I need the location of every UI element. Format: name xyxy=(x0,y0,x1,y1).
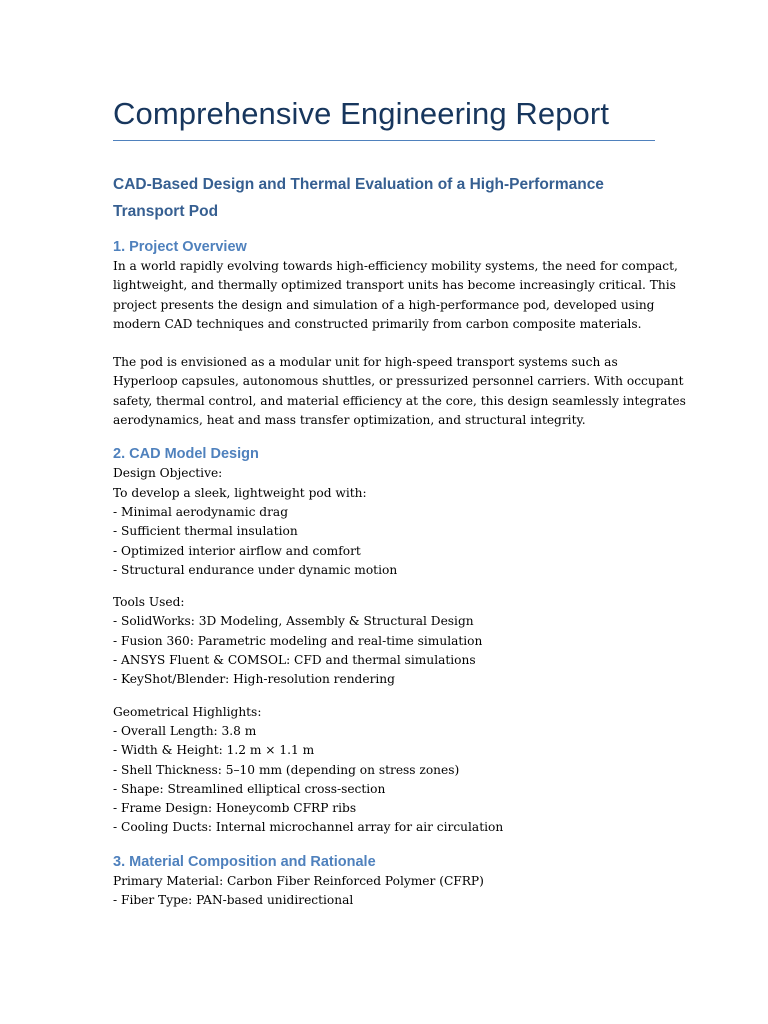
section-heading-material-composition: 3. Material Composition and Rationale xyxy=(113,853,376,870)
design-objective-block xyxy=(113,464,655,580)
text-line: aerodynamics, heat and mass transfer optimization, and structural integrity. xyxy=(113,413,586,428)
geometrical-highlights-block xyxy=(113,703,655,838)
list-item: - Width & Height: 1.2 m × 1.1 m xyxy=(113,743,315,758)
text-line: Geometrical Highlights: xyxy=(113,704,262,719)
list-item: - Fusion 360: Parametric modeling and real-time simulation xyxy=(113,633,483,648)
list-item: - Shape: Streamlined elliptical cross-section xyxy=(113,781,386,796)
text-line: Tools Used: xyxy=(113,595,185,610)
document-title: Comprehensive Engineering Report xyxy=(113,92,655,141)
list-item: - Fiber Type: PAN-based unidirectional xyxy=(113,893,354,908)
list-item: - Overall Length: 3.8 m xyxy=(113,723,257,738)
text-line: Design Objective: xyxy=(113,466,223,481)
text-line: In a world rapidly evolving towards high-efficiency mobility systems, the need for compact, xyxy=(113,259,678,273)
text-line: lightweight, and thermally optimized transport units has become increasingly critical. This xyxy=(113,278,676,293)
text-line: Primary Material: Carbon Fiber Reinforced Polymer (CFRP) xyxy=(113,873,484,888)
list-item: - Shell Thickness: 5–10 mm (depending on stress zones) xyxy=(113,762,460,777)
list-item: - Structural endurance under dynamic motion xyxy=(113,562,398,577)
document-page xyxy=(113,92,686,910)
list-item: - Frame Design: Honeycomb CFRP ribs xyxy=(113,801,357,816)
list-item: - SolidWorks: 3D Modeling, Assembly & Structural Design xyxy=(113,614,474,629)
subtitle-line: CAD-Based Design and Thermal Evaluation of a High-Performance xyxy=(113,176,604,193)
text-line: modern CAD techniques and constructed primarily from carbon composite materials. xyxy=(113,316,642,331)
section-heading-cad-model-design: 2. CAD Model Design xyxy=(113,446,259,463)
text-line: The pod is envisioned as a modular unit for high-speed transport systems such as xyxy=(113,355,618,370)
document-subtitle xyxy=(113,171,655,225)
text-line: Hyperloop capsules, autonomous shuttles, or pressurized personnel carriers. With occupant xyxy=(113,374,684,389)
section-heading-project-overview: 1. Project Overview xyxy=(113,239,247,255)
subtitle-line: Transport Pod xyxy=(113,203,219,220)
list-item: - Minimal aerodynamic drag xyxy=(113,504,289,519)
list-item: - ANSYS Fluent & COMSOL: CFD and thermal simulations xyxy=(113,653,476,668)
list-item: - Optimized interior airflow and comfort xyxy=(113,543,361,558)
paragraph-overview-1 xyxy=(113,257,678,334)
material-block xyxy=(113,872,655,911)
list-item: - Cooling Ducts: Internal microchannel array for air circulation xyxy=(113,820,504,835)
text-line: project presents the design and simulation of a high-performance pod, developed using xyxy=(113,297,655,312)
paragraph-overview-2 xyxy=(113,353,686,430)
list-item: - Sufficient thermal insulation xyxy=(113,524,298,539)
text-line: To develop a sleek, lightweight pod with: xyxy=(113,485,367,500)
text-line: safety, thermal control, and material efficiency at the core, this design seamlessly integrates xyxy=(113,393,686,408)
list-item: - KeyShot/Blender: High-resolution rendering xyxy=(113,672,395,687)
tools-used-block xyxy=(113,593,655,689)
